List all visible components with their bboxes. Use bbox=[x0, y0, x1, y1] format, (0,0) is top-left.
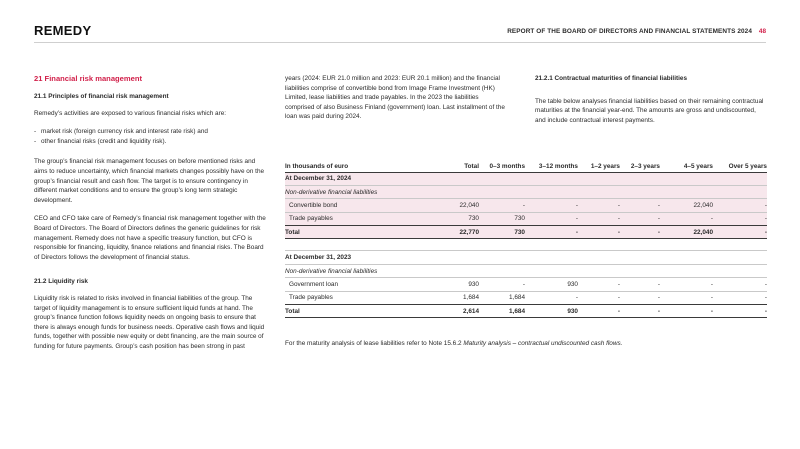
cell-value: - bbox=[660, 305, 713, 318]
year-heading: At December 31, 2024 bbox=[285, 172, 767, 185]
table-row bbox=[285, 212, 767, 225]
table-section-2023 bbox=[285, 239, 767, 318]
row-label: Trade payables bbox=[285, 212, 417, 225]
table-row bbox=[285, 185, 767, 198]
cell-value: - bbox=[578, 212, 620, 225]
row-label: Government loan bbox=[285, 278, 417, 291]
cell-value: 730 bbox=[417, 212, 479, 225]
table-row bbox=[285, 278, 767, 291]
logo: REMEDY bbox=[34, 23, 92, 38]
subsection-heading-liquidity: 21.2 Liquidity risk bbox=[34, 278, 88, 286]
cell-value: - bbox=[713, 278, 767, 291]
header-4-5-years: 4–5 years bbox=[683, 163, 713, 170]
cell-value: - bbox=[713, 212, 767, 225]
column-middle bbox=[285, 74, 505, 131]
cell-value: 930 bbox=[525, 278, 578, 291]
header-over-5-years: Over 5 years bbox=[728, 163, 767, 170]
table-total-row bbox=[285, 226, 767, 239]
table-section-2024 bbox=[285, 172, 767, 239]
cell-value: 1,684 bbox=[417, 291, 479, 304]
cell-value: 22,040 bbox=[660, 226, 713, 239]
cell-value: - bbox=[620, 305, 660, 318]
cell-value: 1,684 bbox=[479, 305, 525, 318]
paragraph-liquidity: Liquidity risk is related to risks involved in financial liabilities of the group. The target of liquidity management is to ensure sufficient liquid funds at hand. The group’s finance function follows liquidity needs on ongoing basis to ensure that there is always enough funds for business needs. Operative cash flows and liquid funds, together with possible new equity or debt financing, are the main source of funding for future payments. Group’s cash position has been strong in past bbox=[34, 294, 265, 350]
report-title: REPORT OF THE BOARD OF DIRECTORS AND FINANCIAL STATEMENTS 2024 bbox=[507, 28, 752, 35]
cell-value: - bbox=[660, 278, 713, 291]
row-label: Trade payables bbox=[285, 291, 417, 304]
table-row bbox=[285, 172, 767, 185]
subsection-heading-maturities: 21.2.1 Contractual maturities of financial liabilities bbox=[535, 75, 687, 82]
cell-value: 22,040 bbox=[417, 199, 479, 212]
header-0-3-months: 0–3 months bbox=[489, 163, 525, 170]
section-heading: 21 Financial risk management bbox=[34, 74, 143, 83]
category-label: Non-derivative financial liabilities bbox=[285, 185, 767, 198]
paragraph-responsibility: CEO and CFO take care of Remedy’s financial risk management together with the Board of Directors. The Board of Directors defines the generic guidelines for risk management. Remedy does not have a specific treasury function, but CFO is responsible for financing, liquidity, finance relations and financial risks. The Board of Directors follows the development of financial status. bbox=[34, 215, 266, 261]
footnote-note-reference: Maturity analysis – contractual undiscounted cash flows. bbox=[463, 340, 623, 347]
cell-value: - bbox=[525, 226, 578, 239]
row-label: Convertible bond bbox=[285, 199, 417, 212]
page-number: 48 bbox=[758, 28, 766, 35]
header-1-2-years: 1–2 years bbox=[590, 163, 620, 170]
cell-value: - bbox=[620, 226, 660, 239]
cell-value: - bbox=[578, 291, 620, 304]
cell-value: - bbox=[620, 278, 660, 291]
paragraph-maturities: The table below analyses financial liabilities based on their remaining contractual maturities at the financial year-end. The amounts are gross and undiscounted, and include contractual interest payments. bbox=[535, 97, 764, 124]
cell-value: - bbox=[713, 291, 767, 304]
header-3-12-months: 3–12 months bbox=[538, 163, 578, 170]
cell-value: - bbox=[620, 212, 660, 225]
cell-value: - bbox=[578, 226, 620, 239]
cell-value: - bbox=[713, 305, 767, 318]
cell-value: 2,614 bbox=[417, 305, 479, 318]
cell-value: - bbox=[713, 226, 767, 239]
cell-value: - bbox=[479, 278, 525, 291]
risk-list bbox=[34, 127, 270, 146]
cell-value: - bbox=[660, 291, 713, 304]
table-row bbox=[285, 291, 767, 304]
header-total: Total bbox=[464, 163, 479, 170]
row-label: Total bbox=[285, 305, 417, 318]
cell-value: - bbox=[525, 212, 578, 225]
table-footnote bbox=[285, 339, 767, 348]
risk-list-item: - other financial risks (credit and liquidity risk). bbox=[34, 137, 270, 147]
header-divider bbox=[34, 42, 766, 43]
category-label: Non-derivative financial liabilities bbox=[285, 264, 767, 277]
paragraph-intro: Remedy’s activities are exposed to various financial risks which are: bbox=[34, 109, 227, 117]
cell-value: - bbox=[525, 199, 578, 212]
cell-value: - bbox=[620, 291, 660, 304]
header-2-3-years: 2–3 years bbox=[630, 163, 660, 170]
year-heading: At December 31, 2023 bbox=[285, 251, 767, 264]
cell-value: 22,770 bbox=[417, 226, 479, 239]
subsection-heading-principles: 21.1 Principles of financial risk management bbox=[34, 93, 169, 100]
cell-value: - bbox=[578, 199, 620, 212]
column-right bbox=[535, 74, 767, 134]
cell-value: - bbox=[660, 212, 713, 225]
footnote-text: For the maturity analysis of lease liabilities refer to Note 15.6.2 bbox=[285, 340, 464, 347]
cell-value: - bbox=[620, 199, 660, 212]
cell-value: - bbox=[578, 278, 620, 291]
table-total-row bbox=[285, 305, 767, 318]
paragraph-continued: years (2024: EUR 21.0 million and 2023: EUR 20.1 million) and the financial liabilities comprise of convertible bond from Image Frame Investment (HK) Limited, lease liabilities and trade payables. In the 2023 the liabilities comprised of also Business Finland (government) loan. Last installment of the loan was paid during 2024. bbox=[285, 75, 505, 121]
maturity-table bbox=[285, 150, 767, 318]
cell-value: 930 bbox=[525, 305, 578, 318]
table-header-row bbox=[285, 150, 767, 172]
risk-list-item: - market risk (foreign currency risk and interest rate risk) and bbox=[34, 127, 270, 137]
cell-value: 730 bbox=[479, 212, 525, 225]
cell-value: 930 bbox=[417, 278, 479, 291]
table-row bbox=[285, 264, 767, 277]
cell-value: 1,684 bbox=[479, 291, 525, 304]
table-row bbox=[285, 251, 767, 264]
cell-value: - bbox=[578, 305, 620, 318]
cell-value: - bbox=[713, 199, 767, 212]
row-label: Total bbox=[285, 226, 417, 239]
paragraph-focus: The group’s financial risk management focuses on before mentioned risks and aims to reduce uncertainty, which financial markets changes possibly have on the group’s financial result and cash flow. The target is to ensure contingency in different market conditions and to ensure the group’s long term strategic development. bbox=[34, 158, 265, 204]
column-left bbox=[34, 74, 270, 360]
cell-value: 730 bbox=[479, 226, 525, 239]
cell-value: 22,040 bbox=[660, 199, 713, 212]
cell-value: - bbox=[479, 199, 525, 212]
cell-value: - bbox=[525, 291, 578, 304]
table-row bbox=[285, 199, 767, 212]
header-label: In thousands of euro bbox=[285, 163, 349, 170]
